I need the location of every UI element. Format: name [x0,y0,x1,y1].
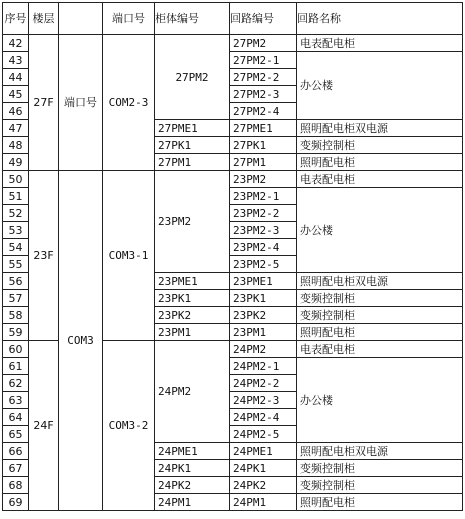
cell-circuit: 23PM2-4 [230,239,297,256]
cell-name: 照明配电柜双电源 [297,443,463,460]
cell-seq: 60 [3,341,29,358]
cell-circuit: 24PME1 [230,443,297,460]
cell-seq: 62 [3,375,29,392]
cell-seq: 65 [3,426,29,443]
cell-seq: 68 [3,477,29,494]
cell-seq: 54 [3,239,29,256]
cell-name: 电表配电柜 [297,341,463,358]
cell-cabinet: 23PK1 [155,290,230,307]
cell-name: 电表配电柜 [297,35,463,52]
cell-circuit: 23PK1 [230,290,297,307]
cell-circuit: 23PME1 [230,273,297,290]
cell-seq: 52 [3,205,29,222]
cell-name: 照明配电柜双电源 [297,120,463,137]
cell-name-office-23: 办公楼 [297,188,463,273]
cell-seq: 43 [3,52,29,69]
circuit-table [2,2,463,511]
cell-seq: 51 [3,188,29,205]
cell-name-office-24: 办公楼 [297,358,463,443]
cell-seq: 47 [3,120,29,137]
cell-circuit: 27PK1 [230,137,297,154]
cell-seq: 48 [3,137,29,154]
cell-floor-27: 27F [29,35,59,171]
cell-circuit: 27PM2-1 [230,52,297,69]
cell-cabinet: 23PK2 [155,307,230,324]
cell-name: 照明配电柜 [297,154,463,171]
cell-name: 变频控制柜 [297,290,463,307]
cell-cabinet: 24PK2 [155,477,230,494]
cell-circuit: 27PME1 [230,120,297,137]
cell-seq: 63 [3,392,29,409]
cell-circuit: 23PK2 [230,307,297,324]
cell-circuit: 24PK2 [230,477,297,494]
cell-cabinet: 24PM1 [155,494,230,511]
table-row [3,171,463,188]
cell-name: 照明配电柜 [297,324,463,341]
cell-name: 照明配电柜 [297,494,463,511]
cell-name: 变频控制柜 [297,137,463,154]
cell-circuit: 24PM2-4 [230,409,297,426]
cell-seq: 58 [3,307,29,324]
header-seq: 序号 [3,3,29,35]
cell-floor-24: 24F [29,341,59,511]
cell-cabinet: 27PK1 [155,137,230,154]
cell-cabinet: 24PME1 [155,443,230,460]
cell-seq: 56 [3,273,29,290]
cell-floor-23: 23F [29,171,59,341]
cell-name: 变频控制柜 [297,460,463,477]
cell-circuit: 24PM2-2 [230,375,297,392]
table-row [3,35,463,52]
cell-name-office-27: 办公楼 [297,52,463,120]
header-port-type [59,3,103,35]
cell-port-label: 端口号 [59,35,103,171]
cell-seq: 66 [3,443,29,460]
cell-circuit: 24PM1 [230,494,297,511]
cell-seq: 42 [3,35,29,52]
cell-circuit: 23PM2 [230,171,297,188]
cell-circuit: 23PM2-5 [230,256,297,273]
cell-seq: 69 [3,494,29,511]
cell-circuit: 24PM2 [230,341,297,358]
cell-cabinet: 27PME1 [155,120,230,137]
cell-port-com3-1: COM3-1 [103,171,155,341]
cell-circuit: 23PM2-3 [230,222,297,239]
cell-cabinet-24pm2: 24PM2 [155,341,230,443]
cell-seq: 67 [3,460,29,477]
cell-name: 电表配电柜 [297,171,463,188]
cell-seq: 61 [3,358,29,375]
cell-cabinet: 23PM1 [155,324,230,341]
cell-seq: 46 [3,103,29,120]
cell-circuit: 27PM2-2 [230,69,297,86]
header-circuit: 回路编号 [230,3,297,35]
cell-circuit: 23PM2-1 [230,188,297,205]
header-floor: 楼层 [29,3,59,35]
cell-seq: 44 [3,69,29,86]
cell-name: 变频控制柜 [297,307,463,324]
cell-cabinet-23pm2: 23PM2 [155,171,230,273]
cell-seq: 57 [3,290,29,307]
header-row [3,3,463,35]
cell-circuit: 27PM2-4 [230,103,297,120]
cell-port-com3-2: COM3-2 [103,341,155,511]
cell-seq: 64 [3,409,29,426]
cell-port-com3: COM3 [59,171,103,511]
cell-seq: 50 [3,171,29,188]
cell-name: 变频控制柜 [297,477,463,494]
cell-circuit: 23PM1 [230,324,297,341]
cell-circuit: 27PM2-3 [230,86,297,103]
cell-circuit: 24PK1 [230,460,297,477]
cell-circuit: 23PM2-2 [230,205,297,222]
cell-circuit: 24PM2-1 [230,358,297,375]
cell-seq: 45 [3,86,29,103]
cell-seq: 59 [3,324,29,341]
cell-seq: 49 [3,154,29,171]
header-port-no: 端口号 [103,3,155,35]
cell-cabinet: 23PME1 [155,273,230,290]
cell-port-com2-3: COM2-3 [103,35,155,171]
cell-circuit: 24PM2-5 [230,426,297,443]
cell-cabinet: 27PM1 [155,154,230,171]
header-name: 回路名称 [297,3,463,35]
cell-name: 照明配电柜双电源 [297,273,463,290]
cell-cabinet: 24PK1 [155,460,230,477]
cell-circuit: 27PM1 [230,154,297,171]
cell-cabinet-27pm2: 27PM2 [155,35,230,120]
cell-circuit: 27PM2 [230,35,297,52]
header-cabinet: 柜体编号 [155,3,230,35]
cell-seq: 53 [3,222,29,239]
cell-circuit: 24PM2-3 [230,392,297,409]
cell-seq: 55 [3,256,29,273]
